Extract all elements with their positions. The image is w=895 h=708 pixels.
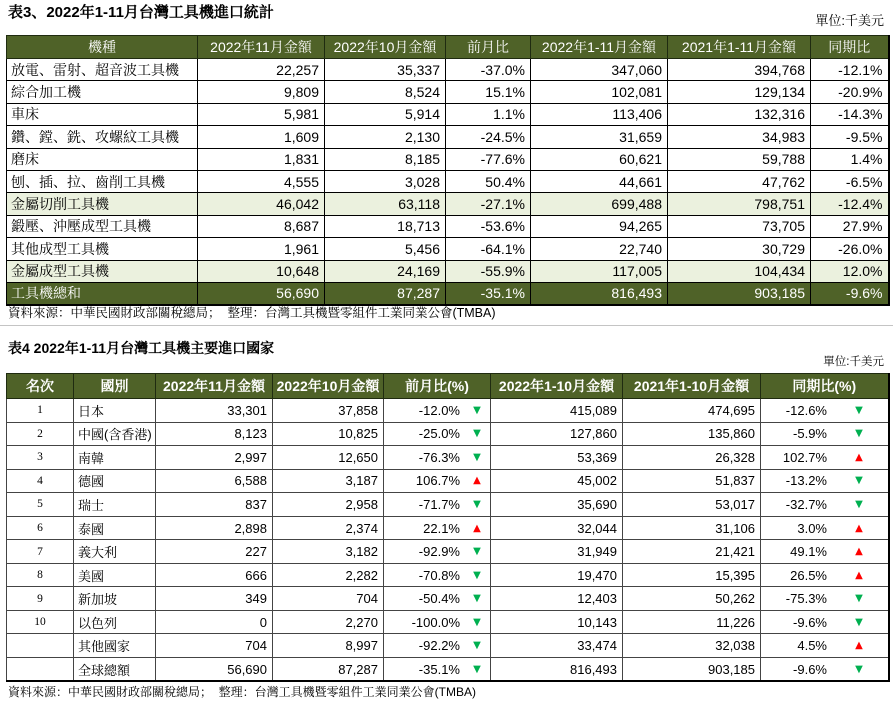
- oct-2022-amount-cell: 35,337: [325, 59, 446, 81]
- mom-change-cell: -35.1%: [446, 282, 531, 304]
- mom-change-cell: [384, 469, 491, 493]
- ytd-2022-amount-cell: 53,369: [491, 446, 623, 470]
- oct-2022-amount-cell: 5,456: [325, 238, 446, 260]
- rank-cell: 6: [7, 516, 74, 540]
- nov-2022-amount-cell: 8,123: [156, 422, 273, 446]
- country-cell: 中國(含香港): [74, 422, 156, 446]
- ytd-2022-amount-cell: 60,621: [531, 148, 668, 170]
- mom-change-cell: [384, 658, 491, 682]
- triangle-down-icon: ▼: [473, 640, 481, 652]
- table4-header-country: 國別: [74, 374, 156, 399]
- yoy-change-value: -13.2%: [785, 473, 827, 489]
- yoy-change-value: -9.6%: [793, 614, 827, 630]
- machine-type-cell: 金屬成型工具機: [7, 260, 198, 282]
- triangle-up-icon: ▲: [855, 569, 863, 581]
- triangle-down-icon: ▼: [473, 616, 481, 628]
- ytd-2021-amount-cell: 31,106: [623, 516, 761, 540]
- yoy-change-cell: [761, 634, 889, 658]
- yoy-change-cell: -20.9%: [811, 81, 889, 103]
- triangle-up-icon: ▲: [855, 546, 863, 558]
- yoy-change-cell: 12.0%: [811, 260, 889, 282]
- ytd-2021-amount-cell: 903,185: [668, 282, 811, 304]
- table3-row: [7, 103, 889, 125]
- mom-change-cell: -37.0%: [446, 59, 531, 81]
- ytd-2021-amount-cell: 53,017: [623, 493, 761, 517]
- table3-import-statistics: [6, 35, 890, 306]
- rank-cell: 10: [7, 610, 74, 634]
- yoy-change-value: -12.6%: [785, 402, 827, 418]
- table4-row: [7, 540, 889, 564]
- table4-row: [7, 516, 889, 540]
- mom-change-cell: [384, 610, 491, 634]
- yoy-change-value: 26.5%: [790, 567, 827, 583]
- yoy-change-cell: [761, 658, 889, 682]
- table4-header-rank: 名次: [7, 374, 74, 399]
- yoy-change-cell: 1.4%: [811, 148, 889, 170]
- oct-2022-amount-cell: 2,130: [325, 126, 446, 148]
- mom-change-group: [384, 568, 490, 583]
- mom-change-group: [384, 473, 490, 488]
- yoy-change-group: [761, 450, 888, 465]
- triangle-down-icon: ▼: [473, 498, 481, 510]
- yoy-change-value: -32.7%: [785, 496, 827, 512]
- rank-cell: 7: [7, 540, 74, 564]
- table4-header-row: [7, 374, 889, 399]
- mom-change-cell: -24.5%: [446, 126, 531, 148]
- table3-source-note: 資料來源：中華民國財政部關稅總局； 整理：台灣工具機暨零組件工業同業公會(TMBA): [8, 306, 496, 320]
- rank-cell: 5: [7, 493, 74, 517]
- table3-row: [7, 148, 889, 170]
- table4-header-nov-2022: 2022年11月金額: [156, 374, 273, 399]
- triangle-down-icon: ▼: [855, 616, 863, 628]
- yoy-change-cell: -12.4%: [811, 193, 889, 215]
- ytd-2022-amount-cell: 415,089: [491, 399, 623, 423]
- yoy-change-cell: -9.6%: [811, 282, 889, 304]
- rank-cell: 2: [7, 422, 74, 446]
- nov-2022-amount-cell: 56,690: [156, 658, 273, 682]
- table3-header-nov-2022: 2022年11月金額: [198, 36, 325, 59]
- oct-2022-amount-cell: 5,914: [325, 103, 446, 125]
- nov-2022-amount-cell: 4,555: [198, 170, 325, 192]
- rank-cell: 8: [7, 563, 74, 587]
- rank-cell: 3: [7, 446, 74, 470]
- yoy-change-cell: [761, 469, 889, 493]
- nov-2022-amount-cell: 46,042: [198, 193, 325, 215]
- mom-change-value: -71.7%: [418, 496, 460, 512]
- mom-change-value: -100.0%: [411, 614, 460, 630]
- ytd-2022-amount-cell: 94,265: [531, 215, 668, 237]
- section-divider: [0, 325, 893, 326]
- table3-row: [7, 238, 889, 260]
- machine-type-cell: 刨、插、拉、齒削工具機: [7, 170, 198, 192]
- yoy-change-group: [761, 497, 888, 512]
- oct-2022-amount-cell: 37,858: [273, 399, 384, 423]
- table3-total-row: [7, 282, 889, 304]
- mom-change-group: [384, 521, 490, 536]
- table3-header-ytd-2022: 2022年1-11月金額: [531, 36, 668, 59]
- yoy-change-cell: [761, 399, 889, 423]
- oct-2022-amount-cell: 2,270: [273, 610, 384, 634]
- yoy-change-value: 102.7%: [782, 449, 827, 465]
- machine-type-cell: 放電、雷射、超音波工具機: [7, 59, 198, 81]
- ytd-2021-amount-cell: 11,226: [623, 610, 761, 634]
- country-cell: 日本: [74, 399, 156, 423]
- table4-row: [7, 469, 889, 493]
- table4-row: [7, 658, 889, 682]
- ytd-2021-amount-cell: 135,860: [623, 422, 761, 446]
- oct-2022-amount-cell: 18,713: [325, 215, 446, 237]
- mom-change-cell: 1.1%: [446, 103, 531, 125]
- oct-2022-amount-cell: 24,169: [325, 260, 446, 282]
- yoy-change-group: [761, 403, 888, 418]
- mom-change-cell: [384, 446, 491, 470]
- yoy-change-cell: -14.3%: [811, 103, 889, 125]
- country-cell: 瑞士: [74, 493, 156, 517]
- table4-row: [7, 610, 889, 634]
- mom-change-group: [384, 426, 490, 441]
- nov-2022-amount-cell: 0: [156, 610, 273, 634]
- nov-2022-amount-cell: 1,609: [198, 126, 325, 148]
- oct-2022-amount-cell: 10,825: [273, 422, 384, 446]
- machine-type-cell: 金屬切削工具機: [7, 193, 198, 215]
- yoy-change-value: 4.5%: [797, 638, 827, 654]
- yoy-change-group: [761, 473, 888, 488]
- mom-change-value: -12.0%: [418, 402, 460, 418]
- triangle-down-icon: ▼: [855, 498, 863, 510]
- country-cell: 泰國: [74, 516, 156, 540]
- rank-cell: 4: [7, 469, 74, 493]
- yoy-change-value: 49.1%: [790, 544, 827, 560]
- nov-2022-amount-cell: 9,809: [198, 81, 325, 103]
- yoy-change-cell: -26.0%: [811, 238, 889, 260]
- triangle-down-icon: ▼: [473, 569, 481, 581]
- table3-body: [7, 59, 889, 305]
- ytd-2022-amount-cell: 45,002: [491, 469, 623, 493]
- mom-change-value: 22.1%: [423, 520, 460, 536]
- nov-2022-amount-cell: 5,981: [198, 103, 325, 125]
- nov-2022-amount-cell: 33,301: [156, 399, 273, 423]
- yoy-change-value: 3.0%: [797, 520, 827, 536]
- yoy-change-group: [761, 521, 888, 536]
- machine-type-cell: 綜合加工機: [7, 81, 198, 103]
- ytd-2022-amount-cell: 117,005: [531, 260, 668, 282]
- ytd-2022-amount-cell: 127,860: [491, 422, 623, 446]
- table3-row: [7, 170, 889, 192]
- ytd-2021-amount-cell: 26,328: [623, 446, 761, 470]
- oct-2022-amount-cell: 63,118: [325, 193, 446, 215]
- nov-2022-amount-cell: 704: [156, 634, 273, 658]
- mom-change-cell: [384, 634, 491, 658]
- table4-header-mom: 前月比(%): [384, 374, 491, 399]
- mom-change-cell: -53.6%: [446, 215, 531, 237]
- mom-change-group: [384, 615, 490, 630]
- rank-cell: [7, 658, 74, 682]
- oct-2022-amount-cell: 8,524: [325, 81, 446, 103]
- table4-row: [7, 422, 889, 446]
- mom-change-cell: -27.1%: [446, 193, 531, 215]
- triangle-down-icon: ▼: [473, 593, 481, 605]
- mom-change-value: -76.3%: [418, 449, 460, 465]
- ytd-2022-amount-cell: 35,690: [491, 493, 623, 517]
- table4-source-note: 資料來源：中華民國財政部關稅總局； 整理：台灣工具機暨零組件工業同業公會(TMBA): [8, 685, 476, 699]
- mom-change-group: [384, 662, 490, 677]
- ytd-2021-amount-cell: 59,788: [668, 148, 811, 170]
- mom-change-group: [384, 403, 490, 418]
- country-cell: 以色列: [74, 610, 156, 634]
- ytd-2022-amount-cell: 22,740: [531, 238, 668, 260]
- mom-change-value: -35.1%: [418, 661, 460, 677]
- country-cell: 義大利: [74, 540, 156, 564]
- rank-cell: [7, 634, 74, 658]
- yoy-change-group: [761, 544, 888, 559]
- ytd-2022-amount-cell: 31,659: [531, 126, 668, 148]
- mom-change-group: [384, 544, 490, 559]
- ytd-2022-amount-cell: 19,470: [491, 563, 623, 587]
- ytd-2022-amount-cell: 816,493: [531, 282, 668, 304]
- ytd-2021-amount-cell: 21,421: [623, 540, 761, 564]
- country-cell: 新加坡: [74, 587, 156, 611]
- ytd-2022-amount-cell: 32,044: [491, 516, 623, 540]
- yoy-change-cell: [761, 446, 889, 470]
- mom-change-cell: -77.6%: [446, 148, 531, 170]
- nov-2022-amount-cell: 2,898: [156, 516, 273, 540]
- ytd-2021-amount-cell: 50,262: [623, 587, 761, 611]
- ytd-2022-amount-cell: 10,143: [491, 610, 623, 634]
- country-cell: 其他國家: [74, 634, 156, 658]
- table3-header-oct-2022: 2022年10月金額: [325, 36, 446, 59]
- table4-header-ytd-2022: 2022年1-10月金額: [491, 374, 623, 399]
- oct-2022-amount-cell: 8,997: [273, 634, 384, 658]
- ytd-2021-amount-cell: 132,316: [668, 103, 811, 125]
- table4-header-yoy: 同期比(%): [761, 374, 889, 399]
- table4-title: 表4 2022年1-11月台灣工具機主要進口國家: [8, 340, 275, 356]
- ytd-2022-amount-cell: 12,403: [491, 587, 623, 611]
- nov-2022-amount-cell: 1,961: [198, 238, 325, 260]
- yoy-change-group: [761, 426, 888, 441]
- nov-2022-amount-cell: 666: [156, 563, 273, 587]
- ytd-2022-amount-cell: 102,081: [531, 81, 668, 103]
- triangle-down-icon: ▼: [855, 593, 863, 605]
- mom-change-group: [384, 591, 490, 606]
- table3-row: [7, 59, 889, 81]
- mom-change-value: 106.7%: [415, 473, 460, 489]
- ytd-2021-amount-cell: 394,768: [668, 59, 811, 81]
- rank-cell: 1: [7, 399, 74, 423]
- oct-2022-amount-cell: 3,182: [273, 540, 384, 564]
- triangle-up-icon: ▲: [855, 640, 863, 652]
- ytd-2021-amount-cell: 15,395: [623, 563, 761, 587]
- triangle-up-icon: ▲: [473, 475, 481, 487]
- nov-2022-amount-cell: 6,588: [156, 469, 273, 493]
- yoy-change-cell: -9.5%: [811, 126, 889, 148]
- yoy-change-group: [761, 568, 888, 583]
- mom-change-cell: [384, 563, 491, 587]
- ytd-2021-amount-cell: 30,729: [668, 238, 811, 260]
- yoy-change-cell: -6.5%: [811, 170, 889, 192]
- ytd-2021-amount-cell: 104,434: [668, 260, 811, 282]
- mom-change-group: [384, 450, 490, 465]
- table4-unit-label: 單位:千美元: [823, 356, 884, 368]
- yoy-change-group: [761, 615, 888, 630]
- oct-2022-amount-cell: 3,028: [325, 170, 446, 192]
- oct-2022-amount-cell: 2,374: [273, 516, 384, 540]
- table3-header-yoy: 同期比: [811, 36, 889, 59]
- table3-header-machine-type: 機種: [7, 36, 198, 59]
- triangle-down-icon: ▼: [473, 404, 481, 416]
- triangle-up-icon: ▲: [473, 522, 481, 534]
- yoy-change-group: [761, 591, 888, 606]
- mom-change-cell: [384, 516, 491, 540]
- ytd-2021-amount-cell: 129,134: [668, 81, 811, 103]
- mom-change-value: -92.9%: [418, 544, 460, 560]
- ytd-2021-amount-cell: 51,837: [623, 469, 761, 493]
- table4-header-ytd-2021: 2021年1-10月金額: [623, 374, 761, 399]
- table3-subtotal-row: [7, 260, 889, 282]
- mom-change-value: -50.4%: [418, 591, 460, 607]
- table4-import-countries: [6, 373, 890, 682]
- triangle-down-icon: ▼: [855, 663, 863, 675]
- ytd-2021-amount-cell: 47,762: [668, 170, 811, 192]
- nov-2022-amount-cell: 227: [156, 540, 273, 564]
- machine-type-cell: 磨床: [7, 148, 198, 170]
- table3-row: [7, 215, 889, 237]
- oct-2022-amount-cell: 12,650: [273, 446, 384, 470]
- ytd-2022-amount-cell: 44,661: [531, 170, 668, 192]
- table4-body: [7, 399, 889, 682]
- nov-2022-amount-cell: 2,997: [156, 446, 273, 470]
- yoy-change-cell: -12.1%: [811, 59, 889, 81]
- oct-2022-amount-cell: 2,958: [273, 493, 384, 517]
- oct-2022-amount-cell: 704: [273, 587, 384, 611]
- mom-change-value: -70.8%: [418, 567, 460, 583]
- yoy-change-cell: 27.9%: [811, 215, 889, 237]
- nov-2022-amount-cell: 56,690: [198, 282, 325, 304]
- table3-row: [7, 81, 889, 103]
- yoy-change-cell: [761, 610, 889, 634]
- table4-row: [7, 587, 889, 611]
- nov-2022-amount-cell: 8,687: [198, 215, 325, 237]
- mom-change-value: -92.2%: [418, 638, 460, 654]
- table3-header-ytd-2021: 2021年1-11月金額: [668, 36, 811, 59]
- mom-change-cell: [384, 587, 491, 611]
- machine-type-cell: 鍛壓、沖壓成型工具機: [7, 215, 198, 237]
- machine-type-cell: 鑽、鏜、銑、攻螺紋工具機: [7, 126, 198, 148]
- oct-2022-amount-cell: 3,187: [273, 469, 384, 493]
- machine-type-cell: 工具機總和: [7, 282, 198, 304]
- oct-2022-amount-cell: 2,282: [273, 563, 384, 587]
- table3-header-mom: 前月比: [446, 36, 531, 59]
- mom-change-cell: 50.4%: [446, 170, 531, 192]
- ytd-2022-amount-cell: 33,474: [491, 634, 623, 658]
- ytd-2022-amount-cell: 31,949: [491, 540, 623, 564]
- country-cell: 南韓: [74, 446, 156, 470]
- table4-row: [7, 563, 889, 587]
- triangle-down-icon: ▼: [473, 428, 481, 440]
- ytd-2021-amount-cell: 798,751: [668, 193, 811, 215]
- mom-change-group: [384, 638, 490, 653]
- mom-change-cell: 15.1%: [446, 81, 531, 103]
- ytd-2021-amount-cell: 903,185: [623, 658, 761, 682]
- country-cell: 全球總額: [74, 658, 156, 682]
- mom-change-cell: [384, 540, 491, 564]
- table4-header-oct-2022: 2022年10月金額: [273, 374, 384, 399]
- mom-change-cell: [384, 422, 491, 446]
- country-cell: 美國: [74, 563, 156, 587]
- ytd-2021-amount-cell: 474,695: [623, 399, 761, 423]
- yoy-change-cell: [761, 587, 889, 611]
- rank-cell: 9: [7, 587, 74, 611]
- yoy-change-group: [761, 638, 888, 653]
- country-cell: 德國: [74, 469, 156, 493]
- mom-change-cell: [384, 399, 491, 423]
- yoy-change-group: [761, 662, 888, 677]
- nov-2022-amount-cell: 1,831: [198, 148, 325, 170]
- triangle-down-icon: ▼: [473, 451, 481, 463]
- triangle-down-icon: ▼: [473, 546, 481, 558]
- yoy-change-value: -75.3%: [785, 591, 827, 607]
- triangle-up-icon: ▲: [855, 451, 863, 463]
- ytd-2022-amount-cell: 347,060: [531, 59, 668, 81]
- ytd-2022-amount-cell: 113,406: [531, 103, 668, 125]
- yoy-change-cell: [761, 563, 889, 587]
- nov-2022-amount-cell: 837: [156, 493, 273, 517]
- table4-row: [7, 446, 889, 470]
- oct-2022-amount-cell: 87,287: [273, 658, 384, 682]
- triangle-down-icon: ▼: [855, 475, 863, 487]
- table4-row: [7, 399, 889, 423]
- ytd-2022-amount-cell: 699,488: [531, 193, 668, 215]
- yoy-change-cell: [761, 422, 889, 446]
- table3-row: [7, 126, 889, 148]
- machine-type-cell: 車床: [7, 103, 198, 125]
- yoy-change-cell: [761, 540, 889, 564]
- yoy-change-cell: [761, 493, 889, 517]
- mom-change-value: -25.0%: [418, 426, 460, 442]
- table3-title: 表3、2022年1-11月台灣工具機進口統計: [8, 4, 274, 21]
- nov-2022-amount-cell: 22,257: [198, 59, 325, 81]
- ytd-2022-amount-cell: 816,493: [491, 658, 623, 682]
- nov-2022-amount-cell: 10,648: [198, 260, 325, 282]
- triangle-down-icon: ▼: [855, 428, 863, 440]
- table3-subtotal-row: [7, 193, 889, 215]
- mom-change-cell: -55.9%: [446, 260, 531, 282]
- yoy-change-cell: [761, 516, 889, 540]
- yoy-change-value: -9.6%: [793, 661, 827, 677]
- machine-type-cell: 其他成型工具機: [7, 238, 198, 260]
- yoy-change-value: -5.9%: [793, 426, 827, 442]
- oct-2022-amount-cell: 8,185: [325, 148, 446, 170]
- triangle-up-icon: ▲: [855, 522, 863, 534]
- nov-2022-amount-cell: 349: [156, 587, 273, 611]
- ytd-2021-amount-cell: 34,983: [668, 126, 811, 148]
- mom-change-group: [384, 497, 490, 512]
- triangle-down-icon: ▼: [855, 404, 863, 416]
- ytd-2021-amount-cell: 32,038: [623, 634, 761, 658]
- table3-header-row: [7, 36, 889, 59]
- oct-2022-amount-cell: 87,287: [325, 282, 446, 304]
- table4-row: [7, 634, 889, 658]
- table3-unit-label: 單位:千美元: [815, 13, 884, 28]
- mom-change-cell: -64.1%: [446, 238, 531, 260]
- table4-row: [7, 493, 889, 517]
- triangle-down-icon: ▼: [473, 663, 481, 675]
- mom-change-cell: [384, 493, 491, 517]
- ytd-2021-amount-cell: 73,705: [668, 215, 811, 237]
